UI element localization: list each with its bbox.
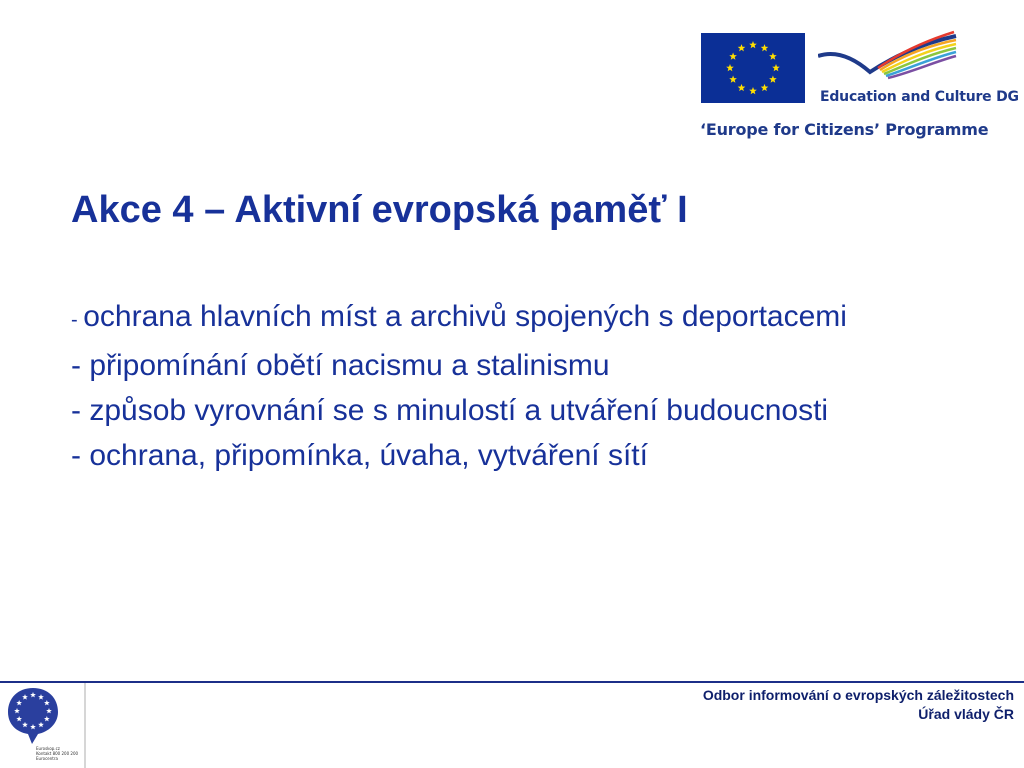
bullet-dash: - [71, 309, 84, 331]
footer-office-line: Úřad vlády ČR [918, 706, 1014, 722]
programme-name-label: ‘Europe for Citizens’ Programme [700, 120, 989, 139]
list-item [71, 433, 971, 478]
dg-name-label: Education and Culture DG [820, 89, 1019, 105]
list-item [71, 388, 971, 433]
bullet-text: připomínání obětí nacismu a stalinismu [89, 349, 610, 382]
education-culture-swoosh-icon [818, 30, 958, 84]
bullet-dash: - [71, 349, 90, 382]
footer-divider [0, 681, 1024, 683]
footer-small-line: Eurocentra [36, 756, 58, 761]
footer-small-line: Kontakt 800 200 200 [36, 751, 79, 756]
bullet-dash: - [71, 439, 90, 472]
eu-flag-icon [701, 33, 805, 103]
footer-office-info [703, 686, 1014, 724]
footer-office-line: Odbor informování o evropských záležitostech [702, 687, 1014, 703]
bullet-list [71, 294, 971, 478]
bullet-text: ochrana, připomínka, úvaha, vytváření sítí [89, 439, 648, 472]
slide-title: Akce 4 – Aktivní evropská paměť I [71, 189, 688, 231]
footer-small-line: Euroskop.cz [36, 746, 60, 751]
footer-small-text [36, 746, 78, 761]
list-item [71, 343, 971, 388]
eurocentrum-europe-direct-icon [2, 684, 64, 746]
bullet-dash: - [71, 394, 90, 427]
bullet-text: způsob vyrovnání se s minulostí a utváření budoucnosti [89, 394, 829, 427]
list-item [71, 294, 971, 343]
bullet-text: ochrana hlavních míst a archivů spojených s deportacemi [83, 300, 847, 333]
header-logos [696, 28, 1019, 148]
footer-logo-divider [84, 683, 86, 768]
